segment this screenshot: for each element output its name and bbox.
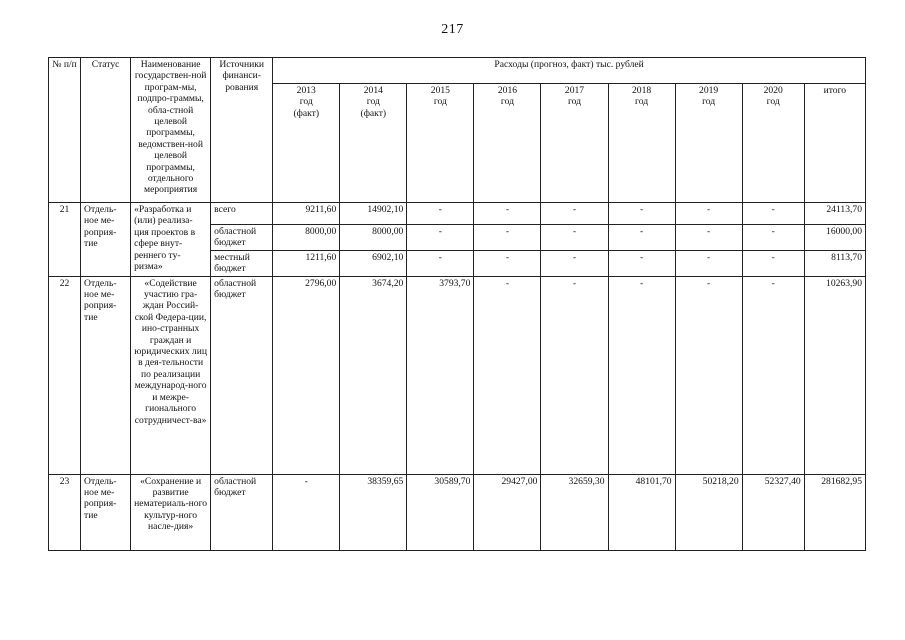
- value-cell: 8000,00: [273, 225, 340, 251]
- row-number: 23: [49, 474, 81, 550]
- value-cell: -: [608, 276, 675, 474]
- value-cell: -: [474, 225, 541, 251]
- row-status: Отдель-ное ме-роприя-тие: [81, 203, 131, 277]
- value-cell: 6902,10: [340, 250, 407, 276]
- value-cell: -: [541, 225, 608, 251]
- value-cell: -: [541, 203, 608, 225]
- total-cell: 16000,00: [804, 225, 865, 251]
- header-sources: Источники финанси-рования: [211, 58, 273, 203]
- value-cell: 52327,40: [742, 474, 804, 550]
- total-cell: 24113,70: [804, 203, 865, 225]
- header-expenses: Расходы (прогноз, факт) тыс. рублей: [273, 58, 866, 84]
- value-cell: 50218,20: [675, 474, 742, 550]
- row-source: областной бюджет: [211, 276, 273, 474]
- row-name: «Содействие участию гра-ждан Россий-ской Федера-ции, ино-странных граждан и юридических лиц в дея-тельности по реализации международ-ного и межре-гионального сотрудничест-ва»: [131, 276, 211, 474]
- value-cell: -: [541, 250, 608, 276]
- header-year-2013: 2013 год (факт): [273, 84, 340, 203]
- value-cell: -: [742, 203, 804, 225]
- table-row: [49, 474, 866, 550]
- header-year-2014: 2014 год (факт): [340, 84, 407, 203]
- value-cell: -: [407, 203, 474, 225]
- value-cell: -: [608, 203, 675, 225]
- value-cell: 32659,30: [541, 474, 608, 550]
- value-cell: -: [474, 276, 541, 474]
- value-cell: -: [675, 203, 742, 225]
- row-name: «Разработка и (или) реализа-ция проектов в сфере внут-реннего ту-ризма»: [131, 203, 211, 277]
- header-row-top: [49, 58, 866, 84]
- value-cell: 2796,00: [273, 276, 340, 474]
- value-cell: -: [608, 250, 675, 276]
- value-cell: -: [675, 225, 742, 251]
- value-cell: -: [273, 474, 340, 550]
- header-year-2019: 2019 год: [675, 84, 742, 203]
- header-year-2015: 2015 год: [407, 84, 474, 203]
- total-cell: 8113,70: [804, 250, 865, 276]
- value-cell: -: [742, 276, 804, 474]
- header-number: № п/п: [49, 58, 81, 203]
- value-cell: -: [407, 225, 474, 251]
- header-total: итого: [804, 84, 865, 203]
- value-cell: 14902,10: [340, 203, 407, 225]
- budget-table: [48, 57, 866, 551]
- value-cell: 3674,20: [340, 276, 407, 474]
- value-cell: 38359,65: [340, 474, 407, 550]
- page-number: 217: [441, 22, 464, 37]
- value-cell: -: [742, 225, 804, 251]
- row-status: Отдель-ное ме-роприя-тие: [81, 474, 131, 550]
- row-source: областной бюджет: [211, 225, 273, 251]
- value-cell: 30589,70: [407, 474, 474, 550]
- total-cell: 10263,90: [804, 276, 865, 474]
- row-number: 22: [49, 276, 81, 474]
- value-cell: -: [474, 203, 541, 225]
- header-year-2016: 2016 год: [474, 84, 541, 203]
- row-source: всего: [211, 203, 273, 225]
- total-cell: 281682,95: [804, 474, 865, 550]
- table-row: [49, 276, 866, 474]
- value-cell: -: [541, 276, 608, 474]
- value-cell: -: [474, 250, 541, 276]
- value-cell: 3793,70: [407, 276, 474, 474]
- value-cell: 8000,00: [340, 225, 407, 251]
- header-name: Наименование государствен-ной програм-мы, подпро-граммы, обла-стной целевой программы, ведомствен-ной целевой программы, отдельного мероприятия: [131, 58, 211, 203]
- row-number: 21: [49, 203, 81, 277]
- row-name: «Сохранение и развитие нематериаль-ного культур-ного насле-дия»: [131, 474, 211, 550]
- table-row: [49, 203, 866, 225]
- header-year-2018: 2018 год: [608, 84, 675, 203]
- value-cell: 1211,60: [273, 250, 340, 276]
- value-cell: 9211,60: [273, 203, 340, 225]
- value-cell: 48101,70: [608, 474, 675, 550]
- header-year-2017: 2017 год: [541, 84, 608, 203]
- value-cell: -: [407, 250, 474, 276]
- row-status: Отдель-ное ме-роприя-тие: [81, 276, 131, 474]
- value-cell: -: [675, 250, 742, 276]
- value-cell: -: [742, 250, 804, 276]
- header-year-2020: 2020 год: [742, 84, 804, 203]
- value-cell: -: [675, 276, 742, 474]
- row-source: областной бюджет: [211, 474, 273, 550]
- value-cell: -: [608, 225, 675, 251]
- header-status: Статус: [81, 58, 131, 203]
- value-cell: 29427,00: [474, 474, 541, 550]
- row-source: местный бюджет: [211, 250, 273, 276]
